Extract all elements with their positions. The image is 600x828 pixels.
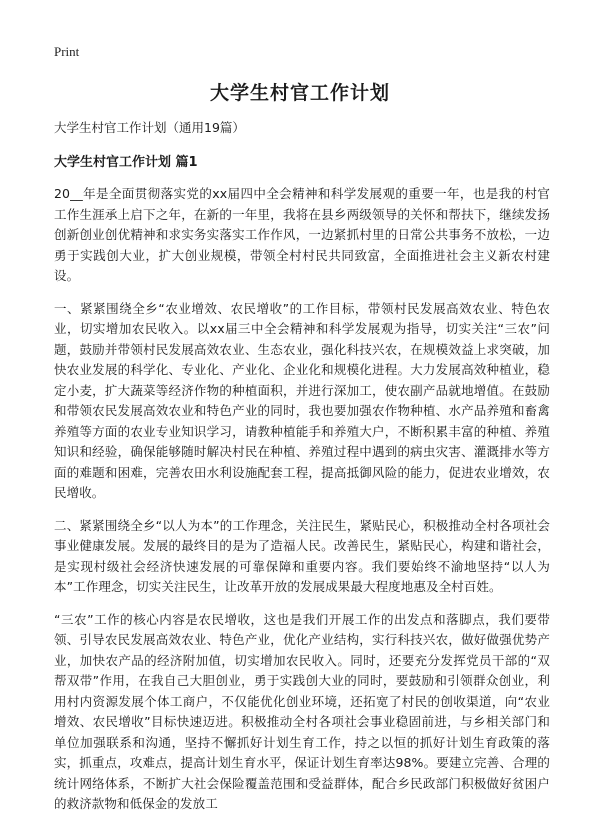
paragraph: 二、紧紧围绕全乡“以人为本”的工作理念，关注民生，紧贴民心，积极推动全村各项社会事业健康发展。发展的最终目的是为了造福人民。改善民生，紧贴民心，构建和谐社会，是实现村级社会经济快速发展的可靠保障和重要内容。我们要始终不渝地坚持“以人为本”工作理念，切实关注民生，让改革开放的发展成果最大程度地惠及全村百姓。 (54, 517, 550, 594)
document-body (54, 118, 550, 827)
print-link[interactable]: Print (54, 44, 80, 59)
section-heading: 大学生村官工作计划 篇1 (54, 155, 198, 170)
document-subtitle: 大学生村官工作计划（通用19篇） (54, 120, 245, 135)
paragraph: 一、紧紧围绕全乡“农业增效、农民增收”的工作目标，带领村民发展高效农业、特色农业，切实增加农民收入。以xx届三中全会精神和科学发展观为指导，切实关注“三农”问题，鼓励并带领村民发展高效农业、生态农业，强化科技兴农，在规模效益上求突破，加快农业发展的科学化、专业化、产业化、企业化和规模化进程。大力发展高效种植业，稳定小麦，扩大蔬菜等经济作物的种植面积，并进行深加工，使农副产品就地增值。在鼓励和带领农民发展高效农业和特色产业的同时，我也要加强农作物种植、水产品养殖和畜禽养殖等方面的农业专业知识学习，请教种植能手和养殖大户，不断积累丰富的种植、养殖知识和经验，确保能够随时解决村民在种植、养殖过程中遇到的病虫灾害、灌溉排水等方面的难题和困难，完善农田水利设施配套工程，提高抵御风险的能力，促进农业增效，农民增收。 (54, 300, 550, 500)
document-title: 大学生村官工作计划 (209, 82, 390, 104)
paragraph: 20__年是全面贯彻落实党的xx届四中全会精神和科学发展观的重要一年，也是我的村官工作生涯承上启下之年，在新的一年里，我将在县乡两级领导的关怀和帮扶下，继续发扬创新创业创优精神和求实务实落实工作作风，一边紧抓村里的日常公共事务不放松，一边勇于实践创大业，扩大创业规模，带领全村村民共同致富，全面推进社会主义新农村建设。 (54, 186, 550, 283)
paragraph: “三农”工作的核心内容是农民增收，这也是我们开展工作的出发点和落脚点，我们要带领、引导农民发展高效农业、特色产业，优化产业结构，实行科技兴农，做好做强优势产业，加快农产品的经济附加值，切实增加农民收入。同时，还要充分发挥党员干部的“双帮双带”作用，在我自己大胆创业，勇于实践创大业的同时，要鼓励和引领群众创业，利用村内资源发展个体工商户，不仅能优化创业环境，还拓宽了村民的创收渠道，向“农业增效、农民增收”目标快速迈进。积极推动全村各项社会事业稳固前进，与乡相关部门和单位加强联系和沟通，坚持不懈抓好计划生育工作，持之以恒的抓好计划生育政策的落实，抓重点，攻难点，提高计划生育水平，保证计划生育率达98%。要建立完善、合理的统计网络体系，不断扩大社会保险覆盖范围和受益群体，配合乡民政部门积极做好贫困户的救济款物和低保金的发放工 (54, 611, 550, 811)
